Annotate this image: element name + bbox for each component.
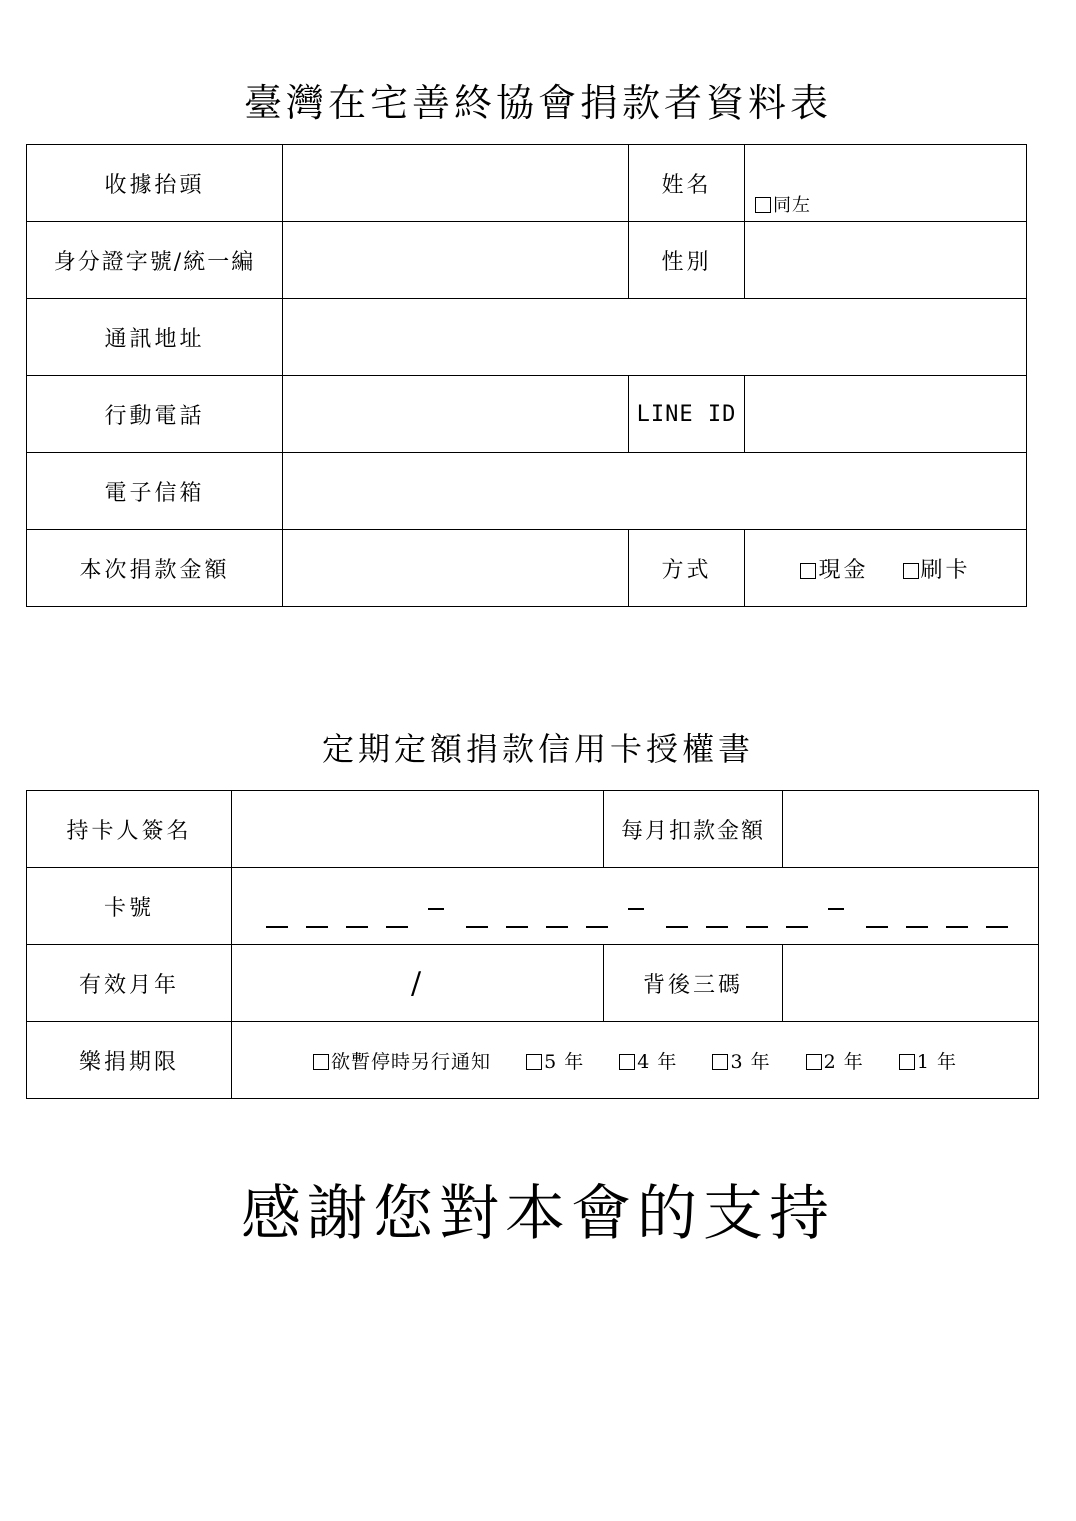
period-option-2y[interactable] [806, 1047, 864, 1074]
gender-label: 性別 [629, 222, 745, 299]
period-option-5y[interactable] [526, 1047, 584, 1074]
card-digit-blank [306, 926, 328, 928]
same-as-left-checkbox[interactable] [755, 191, 811, 217]
authorization-title: 定期定額捐款信用卡授權書 [321, 730, 754, 768]
receipt-title-field[interactable] [283, 145, 629, 222]
row-mobile [27, 376, 1027, 453]
card-number-label: 卡號 [27, 868, 232, 945]
card-digit-blank [586, 926, 608, 928]
checkbox-icon [755, 197, 771, 213]
method-options [745, 530, 1027, 607]
period-option-notify[interactable] [313, 1047, 491, 1074]
card-digit-blank [546, 926, 568, 928]
period-option-1y[interactable] [899, 1047, 957, 1074]
address-field[interactable] [283, 299, 1027, 376]
row-address [27, 299, 1027, 376]
amount-label: 本次捐款金額 [27, 530, 283, 607]
card-group-separator [428, 908, 444, 910]
line-id-label: LINE ID [629, 376, 745, 453]
card-digit-blank [906, 926, 928, 928]
gender-field[interactable] [745, 222, 1027, 299]
id-label: 身分證字號/統一編 [27, 222, 283, 299]
row-period [27, 1022, 1039, 1099]
card-group-separator [828, 908, 844, 910]
form-title: 臺灣在宅善終協會捐款者資料表 [243, 81, 832, 125]
period-option-label: 4 年 [637, 1050, 678, 1073]
thank-you-message: 感謝您對本會的支持 [241, 1179, 835, 1249]
receipt-title-label: 收據抬頭 [27, 145, 283, 222]
card-digit-blank [666, 926, 688, 928]
card-digit-blank [506, 926, 528, 928]
checkbox-icon [619, 1054, 635, 1070]
checkbox-icon [806, 1054, 822, 1070]
expiry-separator: / [410, 965, 425, 1001]
cardholder-signature-field[interactable] [232, 791, 604, 868]
period-label: 樂捐期限 [27, 1022, 232, 1099]
checkbox-icon [526, 1054, 542, 1070]
period-option-3y[interactable] [712, 1047, 770, 1074]
expiry-field[interactable] [232, 945, 604, 1022]
email-field[interactable] [283, 453, 1027, 530]
row-email [27, 453, 1027, 530]
card-digit-blank [986, 926, 1008, 928]
card-digit-blank [866, 926, 888, 928]
period-options [232, 1022, 1039, 1099]
period-option-label: 1 年 [916, 1050, 957, 1073]
period-option-4y[interactable] [619, 1047, 677, 1074]
card-digit-blank [786, 926, 808, 928]
period-option-label: 3 年 [730, 1050, 771, 1073]
row-expiry [27, 945, 1039, 1022]
credit-card-authorization-table [26, 790, 1039, 1099]
row-amount [27, 530, 1027, 607]
cvv-field[interactable] [783, 945, 1039, 1022]
card-number-field[interactable] [232, 868, 1039, 945]
donor-info-table [26, 144, 1027, 607]
card-checkbox[interactable] [903, 553, 971, 584]
period-option-label: 5 年 [544, 1050, 585, 1073]
address-label: 通訊地址 [27, 299, 283, 376]
card-digit-blank [266, 926, 288, 928]
checkbox-icon [712, 1054, 728, 1070]
email-label: 電子信箱 [27, 453, 283, 530]
checkbox-icon [899, 1054, 915, 1070]
amount-field[interactable] [283, 530, 629, 607]
checkbox-icon [903, 563, 919, 579]
name-field[interactable] [745, 145, 1027, 222]
row-cardholder [27, 791, 1039, 868]
monthly-amount-field[interactable] [783, 791, 1039, 868]
card-digit-blank [706, 926, 728, 928]
monthly-amount-label: 每月扣款金額 [604, 791, 783, 868]
cvv-label: 背後三碼 [604, 945, 783, 1022]
checkbox-icon [800, 563, 816, 579]
card-label: 刷卡 [920, 557, 971, 583]
cardholder-label: 持卡人簽名 [27, 791, 232, 868]
period-option-label: 欲暫停時另行通知 [331, 1050, 492, 1073]
period-option-label: 2 年 [823, 1050, 864, 1073]
card-digit-blank [946, 926, 968, 928]
line-id-field[interactable] [745, 376, 1027, 453]
card-digit-blank [386, 926, 408, 928]
row-card-number [27, 868, 1039, 945]
mobile-label: 行動電話 [27, 376, 283, 453]
card-digit-blank [466, 926, 488, 928]
checkbox-icon [313, 1054, 329, 1070]
method-label: 方式 [629, 530, 745, 607]
row-id [27, 222, 1027, 299]
same-as-left-label: 同左 [773, 195, 811, 216]
cash-checkbox[interactable] [800, 553, 868, 584]
card-digit-blank [746, 926, 768, 928]
mobile-field[interactable] [283, 376, 629, 453]
card-digit-blank [346, 926, 368, 928]
name-label: 姓名 [629, 145, 745, 222]
row-receipt-title [27, 145, 1027, 222]
expiry-label: 有效月年 [27, 945, 232, 1022]
id-field[interactable] [283, 222, 629, 299]
card-group-separator [628, 908, 644, 910]
card-number-blanks [232, 868, 1038, 944]
cash-label: 現金 [818, 557, 869, 583]
